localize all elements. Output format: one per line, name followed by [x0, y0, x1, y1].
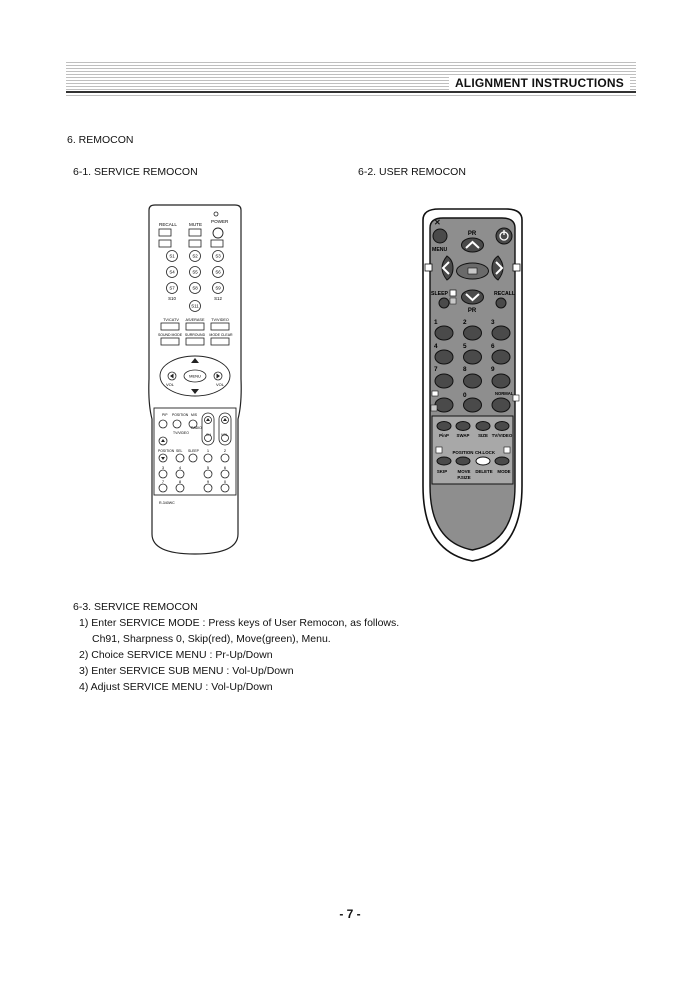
svg-text:5: 5 [463, 343, 467, 350]
svg-text:S7: S7 [169, 285, 175, 291]
instruction-line-1: 1) Enter SERVICE MODE : Press keys of User Remocon, as follows. [79, 617, 400, 629]
svg-text:TV/VIDEO: TV/VIDEO [211, 318, 229, 322]
svg-text:2: 2 [223, 448, 227, 453]
svg-text:S8: S8 [192, 285, 198, 291]
svg-text:3: 3 [161, 465, 165, 470]
svg-text:2: 2 [463, 319, 467, 326]
svg-text:VOL: VOL [215, 382, 225, 387]
svg-text:POSITION: POSITION [158, 449, 175, 453]
svg-text:MENU: MENU [189, 373, 201, 379]
svg-text:NORMAL: NORMAL [495, 391, 514, 396]
instruction-line-3: 3) Enter SERVICE SUB MENU : Vol-Up/Down [79, 665, 294, 677]
svg-text:RADIO: RADIO [191, 426, 202, 430]
svg-text:S10: S10 [168, 296, 176, 301]
header-rule [66, 91, 636, 93]
service-remote-illustration [145, 204, 245, 556]
svg-text:SLEEP: SLEEP [431, 291, 449, 297]
instruction-line-2: 2) Choice SERVICE MENU : Pr-Up/Down [79, 649, 273, 661]
svg-text:S9: S9 [215, 285, 221, 291]
svg-text:6: 6 [223, 465, 227, 470]
svg-text:SURROUND: SURROUND [184, 333, 206, 337]
svg-text:9: 9 [206, 479, 210, 484]
service-remocon-caption: 6-1. SERVICE REMOCON [73, 166, 198, 178]
svg-text:SKIP: SKIP [436, 469, 448, 474]
svg-text:6: 6 [491, 343, 495, 350]
svg-text:S2: S2 [192, 253, 198, 259]
svg-text:CH.LOCK: CH.LOCK [474, 450, 496, 455]
svg-text:S1: S1 [169, 253, 175, 259]
svc-top-recall: RECALL [159, 222, 177, 227]
svg-text:SLEEP: SLEEP [188, 449, 199, 453]
svg-text:9: 9 [491, 366, 495, 373]
svg-text:S6: S6 [215, 269, 221, 275]
svg-text:7: 7 [434, 366, 438, 373]
svg-text:S3: S3 [215, 253, 221, 259]
svg-text:PinP: PinP [439, 433, 449, 438]
svg-text:R-340WC: R-340WC [159, 501, 175, 505]
user-pr-label: PR [467, 231, 477, 237]
svg-text:PR: PR [467, 308, 477, 314]
svg-text:4: 4 [178, 465, 182, 470]
header-title: ALIGNMENT INSTRUCTIONS [449, 76, 630, 90]
svg-text:SEL: SEL [176, 449, 183, 453]
svg-text:SWAP: SWAP [456, 433, 470, 438]
instruction-line-4: 4) Adjust SERVICE MENU : Vol-Up/Down [79, 681, 273, 693]
svg-text:M/S: M/S [191, 413, 198, 417]
svg-text:S12: S12 [214, 296, 222, 301]
instructions-title: 6-3. SERVICE REMOCON [73, 601, 198, 613]
svg-text:TV/CATV: TV/CATV [163, 318, 179, 322]
svg-text:1: 1 [434, 319, 438, 326]
svg-text:MENU: MENU [432, 247, 448, 253]
svg-text:P.SIZE: P.SIZE [457, 475, 471, 480]
page-number: - 7 - [339, 907, 361, 921]
svg-text:CH: CH [206, 433, 211, 437]
svg-text:POSITION: POSITION [172, 413, 189, 417]
svg-text:VOL: VOL [165, 382, 175, 387]
svg-text:S11: S11 [191, 303, 199, 309]
svg-text:MOVE: MOVE [457, 469, 471, 474]
svg-text:0: 0 [223, 479, 227, 484]
user-remocon-caption: 6-2. USER REMOCON [358, 166, 466, 178]
svg-text:S5: S5 [192, 269, 198, 275]
svg-text:POSITION: POSITION [452, 450, 474, 455]
section-heading: 6. REMOCON [67, 134, 134, 146]
svg-text:1: 1 [206, 448, 210, 453]
svc-top-mute: MUTE [189, 222, 203, 227]
svg-text:S4: S4 [169, 269, 175, 275]
svg-text:TV/VIDEO: TV/VIDEO [491, 433, 513, 438]
svg-text:DELETE: DELETE [475, 469, 493, 474]
instruction-line-1b: Ch91, Sharpness 0, Skip(red), Move(green), Menu. [92, 633, 331, 645]
user-remote-illustration [415, 206, 530, 566]
svg-text:MODE: MODE [497, 469, 511, 474]
svg-text:8: 8 [463, 366, 467, 373]
svg-text:PIP: PIP [162, 413, 168, 417]
svc-top-power: POWER [211, 219, 229, 224]
svg-text:SIZE: SIZE [478, 433, 488, 438]
svg-text:✕: ✕ [434, 218, 441, 227]
svg-text:3: 3 [491, 319, 495, 326]
svg-text:MODE CLEAR: MODE CLEAR [209, 333, 233, 337]
svg-text:VOL: VOL [221, 433, 228, 437]
svg-text:TV/VIDEO: TV/VIDEO [173, 431, 189, 435]
svg-text:4: 4 [434, 343, 438, 350]
svg-text:0: 0 [463, 392, 467, 399]
svg-text:RECALL: RECALL [494, 291, 516, 297]
svg-text:7: 7 [161, 479, 165, 484]
svg-text:SOUND MODE: SOUND MODE [157, 333, 183, 337]
svg-text:5: 5 [206, 465, 210, 470]
svg-text:AS/ERASE: AS/ERASE [185, 318, 205, 322]
svg-text:8: 8 [178, 479, 182, 484]
